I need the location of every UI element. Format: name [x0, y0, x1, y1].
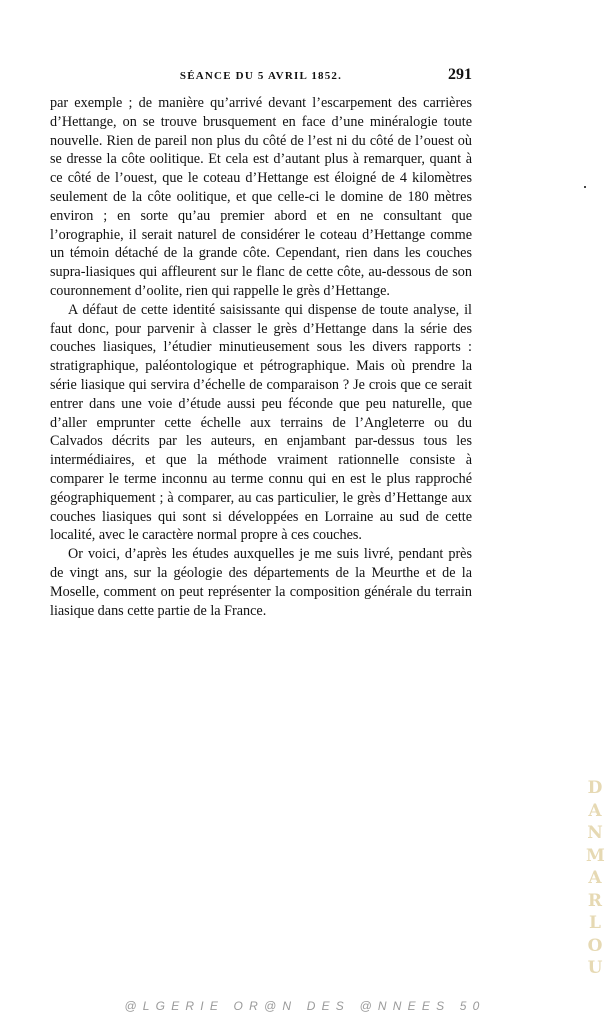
footer-watermark: @LGERIE OR@N DES @NNEES 50 — [124, 999, 486, 1013]
paragraph: A défaut de cette identité saisissante qui dispense de toute analyse, il faut donc, pour parvenir à classer le grès d’Hettange dans la série des couches liasiques, l’étudier minutieusement sous les divers rapports : stratigraphique, paléontologique et pétrographique. Mais où prendre la série liasique qui servira d’échelle de comparaison ? Je crois que ce serait entrer dans une voie d’étude aussi peu féconde que peu naturelle, que d’aller emprunter cette échelle aux terrains de l’Angleterre ou du Calvados décrits par les auteurs, en enjambant par-dessus tous les intermédiaires, et que la méthode vraiment rationnelle consiste à comparer le terme inconnu au terme connu qui en est le plus rapproché géographiquement ; à comparer, au cas particulier, le grès d’Hettange aux couches liasiques qui sont si développées en Lorraine au sud de cette localité, avec le caractère normal propre à ces couches. — [50, 301, 472, 544]
vertical-watermark: DANMARLOU — [586, 778, 605, 978]
margin-dot — [584, 186, 586, 188]
running-head — [50, 66, 472, 88]
body-text — [50, 94, 472, 620]
paragraph-continued: par exemple ; de manière qu’arrivé devant l’escarpement des carrières d’Hettange, on se trouve brusquement en face d’une minéralogie toute nouvelle. Rien de pareil non plus du côté de l’est ni du côté de l’ouest où se dresse la côte oolitique. Et cela est d’autant plus à remarquer, quant à ce côté de l’ouest, que le coteau d’Hettange est éloigné de 4 kilomètres seulement de la côte oolitique, et que celle-ci le domine de 180 mètres environ ; en sorte qu’au premier abord et en ne consultant que l’orographie, il serait naturel de considérer le coteau d’Hettange comme un témoin détaché de la grande côte. Cependant, rien dans les couches supra-liasiques qui affleurent sur le flanc de cette côte, au-dessous de son couronnement d’oolite, rien qui rappelle le grès d’Hettange. — [50, 95, 472, 299]
running-title: SÉANCE DU 5 AVRIL 1852. — [179, 70, 343, 82]
paragraph: Or voici, d’après les études auxquelles je me suis livré, pendant près de vingt ans, sur la géologie des départements de la Meurthe et de la Moselle, comment on peut représenter la composition générale du terrain liasique dans cette partie de la France. — [50, 546, 472, 619]
page-number: 291 — [448, 66, 472, 83]
